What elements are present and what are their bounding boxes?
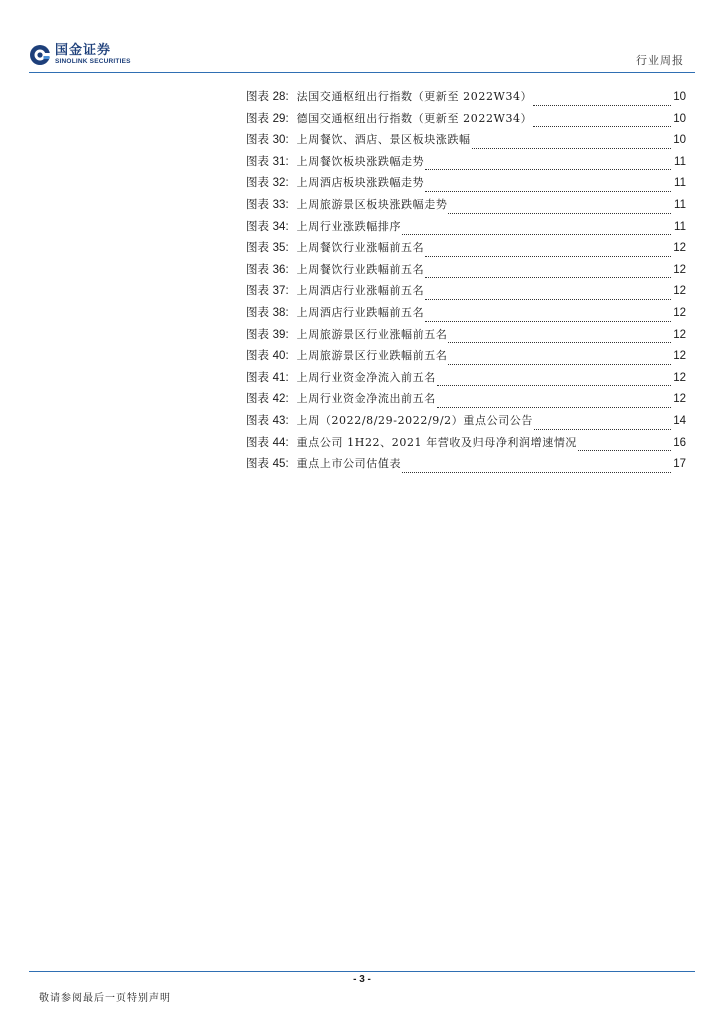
dot-leader (425, 298, 671, 300)
page-ref: 11 (674, 220, 686, 233)
figure-title: 重点上市公司估值表 (296, 457, 402, 471)
figure-label-text: 图表 (246, 412, 269, 427)
page-ref: 10 (673, 112, 686, 125)
figure-number: 28: (272, 91, 289, 103)
figure-label-text: 图表 (246, 456, 269, 471)
toc-entry[interactable] (246, 326, 686, 348)
toc-entry[interactable] (246, 218, 686, 240)
figure-label (246, 304, 289, 320)
figure-label-text: 图表 (246, 89, 269, 103)
logo-english-name: SINOLINK SECURITIES (55, 58, 131, 66)
table-of-figures (246, 88, 686, 477)
header-divider (29, 72, 695, 73)
figure-title: 上周行业资金净流入前五名 (296, 370, 436, 384)
figure-title: 法国交通枢纽出行指数（更新至 2022W34） (296, 90, 533, 103)
figure-title: 德国交通枢纽出行指数（更新至 2022W34） (296, 111, 533, 125)
page-ref: 12 (673, 371, 686, 384)
figure-title: 上周旅游景区行业涨幅前五名 (296, 327, 448, 341)
dot-leader (533, 125, 671, 127)
figure-title: 上周酒店板块涨跌幅走势 (296, 176, 425, 190)
dot-leader (425, 190, 671, 192)
page-ref: 12 (673, 285, 686, 298)
page-ref: 12 (673, 350, 686, 363)
figure-label-text: 图表 (246, 304, 269, 319)
toc-entry[interactable] (246, 434, 686, 456)
toc-entry[interactable] (246, 282, 686, 304)
dot-leader (448, 341, 671, 343)
page-ref: 11 (674, 198, 686, 211)
dot-leader (472, 147, 671, 149)
figure-label (246, 412, 289, 428)
dot-leader (425, 255, 671, 257)
page-ref: 12 (673, 328, 686, 341)
figure-number: 40: (272, 350, 289, 363)
figure-label (246, 326, 289, 342)
page-ref: 12 (673, 306, 686, 319)
figure-number: 29: (272, 112, 289, 125)
figure-title: 上周行业资金净流出前五名 (296, 392, 436, 406)
page-ref: 14 (673, 414, 686, 427)
disclaimer-text: 敬请参阅最后一页特别声明 (39, 993, 171, 1004)
figure-title: 上周餐饮、酒店、景区板块涨跌幅 (296, 133, 471, 147)
footer-divider (29, 971, 695, 972)
dot-leader (448, 212, 671, 214)
figure-title: 上周餐饮板块涨跌幅走势 (296, 154, 425, 168)
figure-label-text: 图表 (246, 391, 269, 406)
figure-title: 上周酒店行业涨幅前五名 (296, 284, 425, 298)
dot-leader (448, 363, 671, 365)
page-ref: 12 (673, 263, 686, 276)
figure-title: 上周餐饮行业跌幅前五名 (296, 262, 425, 276)
page-ref: 17 (673, 458, 686, 471)
toc-entry[interactable] (246, 390, 686, 412)
figure-label-text: 图表 (246, 348, 269, 363)
page-ref: 11 (674, 155, 686, 168)
figure-label (246, 261, 289, 277)
toc-entry[interactable] (246, 412, 686, 434)
figure-label-text: 图表 (246, 175, 269, 190)
figure-number: 43: (272, 414, 289, 427)
figure-label (246, 434, 289, 450)
figure-label (246, 153, 289, 169)
figure-title: 重点公司 1H22、2021 年营收及归母净利润增速情况 (296, 435, 578, 449)
report-type: 行业周报 (636, 54, 684, 67)
figure-number: 37: (272, 285, 289, 298)
figure-label-text: 图表 (246, 369, 269, 384)
toc-entry[interactable] (246, 174, 686, 196)
figure-label-text: 图表 (246, 261, 269, 276)
figure-number: 38: (272, 306, 289, 319)
figure-label-text: 图表 (246, 434, 269, 449)
figure-label-text: 图表 (246, 218, 269, 233)
figure-number: 33: (272, 198, 289, 211)
figure-label-text: 图表 (246, 132, 269, 147)
figure-title: 上周餐饮行业涨幅前五名 (296, 241, 425, 255)
figure-number: 36: (272, 263, 289, 276)
figure-label-text: 图表 (246, 283, 269, 298)
page-ref: 12 (673, 393, 686, 406)
figure-title: 上周旅游景区板块涨跌幅走势 (296, 197, 448, 211)
figure-label-text: 图表 (246, 240, 269, 255)
dot-leader (578, 449, 671, 451)
dot-leader (402, 471, 671, 473)
dot-leader (437, 406, 671, 408)
page-number: - 3 - (353, 974, 371, 985)
page-ref: 10 (673, 134, 686, 147)
page-ref: 10 (673, 91, 686, 103)
dot-leader (425, 168, 671, 170)
page-ref: 11 (674, 177, 686, 190)
figure-number: 45: (272, 458, 289, 471)
toc-entry[interactable] (246, 304, 686, 326)
toc-entry[interactable] (246, 239, 686, 261)
figure-label (246, 347, 289, 363)
figure-title: 上周酒店行业跌幅前五名 (296, 305, 425, 319)
figure-label (246, 110, 289, 126)
company-logo (29, 40, 131, 70)
logo-chinese-name: 国金证券 (55, 43, 112, 59)
dot-leader (437, 384, 671, 386)
figure-title: 上周行业涨跌幅排序 (296, 219, 402, 233)
figure-number: 41: (272, 371, 289, 384)
figure-number: 32: (272, 177, 289, 190)
page-ref: 16 (673, 436, 686, 449)
figure-label (246, 88, 289, 104)
page-header (0, 0, 724, 70)
toc-entry[interactable] (246, 131, 686, 153)
figure-label (246, 196, 289, 212)
toc-entry[interactable] (246, 369, 686, 391)
dot-leader (425, 320, 671, 322)
figure-number: 30: (272, 134, 289, 147)
toc-entry[interactable] (246, 153, 686, 175)
figure-number: 44: (272, 436, 289, 449)
dot-leader (402, 233, 671, 235)
figure-number: 39: (272, 328, 289, 341)
toc-entry[interactable] (246, 110, 686, 132)
toc-entry[interactable] (246, 196, 686, 218)
toc-entry[interactable] (246, 455, 686, 477)
figure-label (246, 455, 289, 471)
figure-label (246, 174, 289, 190)
sinolink-logo-icon (29, 44, 51, 66)
figure-label (246, 282, 289, 298)
figure-label (246, 390, 289, 406)
figure-title: 上周（2022/8/29-2022/9/2）重点公司公告 (296, 413, 533, 427)
figure-label (246, 218, 289, 234)
toc-entry[interactable] (246, 88, 686, 110)
page-ref: 12 (673, 242, 686, 255)
dot-leader (533, 104, 671, 106)
figure-label-text: 图表 (246, 153, 269, 168)
toc-entry[interactable] (246, 261, 686, 283)
figure-label (246, 369, 289, 385)
figure-label-text: 图表 (246, 196, 269, 211)
dot-leader (534, 428, 671, 430)
figure-title: 上周旅游景区行业跌幅前五名 (296, 349, 448, 363)
figure-label (246, 239, 289, 255)
figure-label-text: 图表 (246, 326, 269, 341)
figure-number: 35: (272, 242, 289, 255)
figure-label (246, 131, 289, 147)
figure-number: 42: (272, 393, 289, 406)
toc-entry[interactable] (246, 347, 686, 369)
figure-label-text: 图表 (246, 110, 269, 125)
dot-leader (425, 276, 671, 278)
figure-number: 34: (272, 220, 289, 233)
figure-number: 31: (272, 155, 289, 168)
